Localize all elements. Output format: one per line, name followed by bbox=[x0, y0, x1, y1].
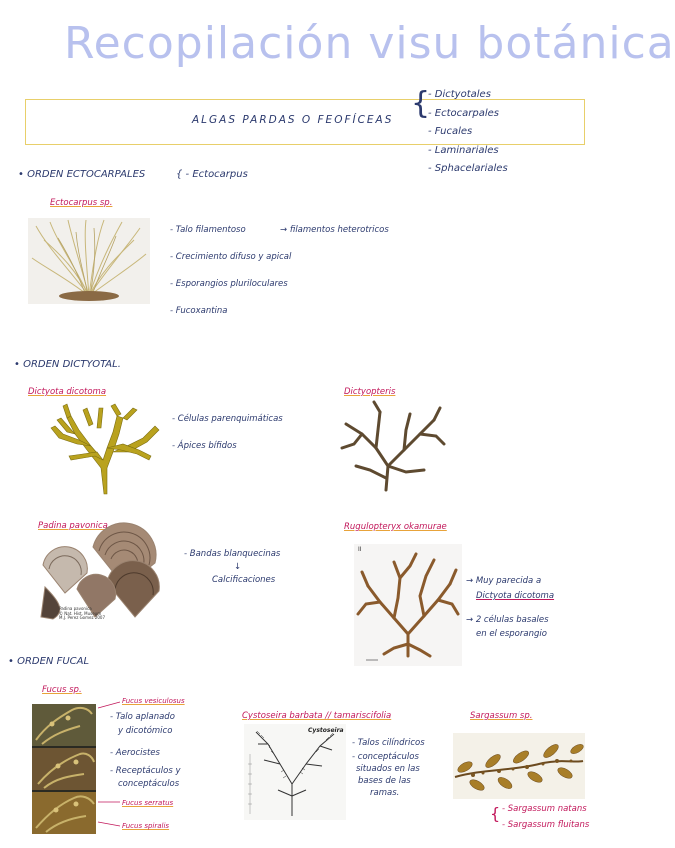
sargassum-photo bbox=[453, 733, 585, 799]
brace-icon: { bbox=[490, 804, 501, 823]
fucus-label: Fucus serratus bbox=[122, 799, 174, 807]
note: ramas. bbox=[370, 788, 400, 798]
note: - Células parenquimáticas bbox=[172, 414, 283, 424]
species-label: Cystoseira barbata // tamariscifolia bbox=[242, 711, 392, 721]
page-title: Recopilación visu botánica bbox=[64, 18, 675, 69]
note: - Ápices bífidos bbox=[172, 441, 237, 451]
caption-line: M.J. Perez Gomez 2007 bbox=[59, 615, 106, 620]
note: Dictyota dicotoma bbox=[476, 591, 555, 601]
note: bases de las bbox=[358, 776, 411, 786]
photo-caption bbox=[59, 607, 105, 621]
order-item: - Fucales bbox=[428, 126, 473, 137]
photo-label: Cystoseira bbox=[308, 727, 344, 734]
caption-line: © Nat. Hist. Museum bbox=[59, 610, 102, 616]
note: - conceptáculos bbox=[352, 752, 419, 762]
ectocarpus-photo bbox=[28, 218, 150, 304]
rugulopteryx-photo bbox=[354, 544, 462, 666]
note: - Receptáculos y bbox=[110, 766, 181, 776]
note: situados en las bbox=[356, 764, 420, 774]
note: en el esporangio bbox=[476, 629, 547, 639]
note: - Crecimiento difuso y apical bbox=[170, 252, 292, 262]
note: conceptáculos bbox=[118, 779, 180, 789]
species-label: Rugulopteryx okamurae bbox=[344, 522, 447, 532]
cystoseira-photo bbox=[244, 724, 346, 820]
order-item: - Ectocarpales bbox=[428, 107, 499, 119]
fucus-label: Fucus vesiculosus bbox=[122, 697, 185, 705]
orders-list bbox=[428, 86, 508, 179]
note: - Esporangios pluriloculares bbox=[170, 279, 288, 289]
note: - Talo filamentoso bbox=[170, 225, 246, 235]
brace-icon: { bbox=[411, 86, 431, 121]
caption-line: Padina pavonica bbox=[59, 606, 92, 611]
note: - Talo aplanado bbox=[110, 712, 175, 722]
dictyopteris-photo bbox=[336, 400, 448, 492]
section-genus: { - Ectocarpus bbox=[176, 169, 248, 180]
note: - Sargassum natans bbox=[502, 804, 587, 814]
fucus-label: Fucus spiralis bbox=[122, 822, 170, 830]
note: → Muy parecida a bbox=[466, 576, 542, 586]
down-arrow-icon: ↓ bbox=[234, 562, 242, 572]
section-heading: • ORDEN ECTOCARPALES bbox=[18, 169, 146, 180]
species-label: Dictyota dicotoma bbox=[28, 387, 107, 397]
species-label: Fucus sp. bbox=[42, 685, 82, 695]
species-label: Dictyopteris bbox=[344, 387, 396, 397]
section-heading: • ORDEN FUCAL bbox=[8, 656, 90, 667]
header-box-label: ALGAS PARDAS O FEOFÍCEAS bbox=[192, 114, 394, 126]
note: → 2 células basales bbox=[466, 615, 549, 625]
note: - Bandas blanquecinas bbox=[184, 549, 281, 559]
note: - Aerocistes bbox=[110, 748, 160, 758]
dictyota-photo bbox=[47, 398, 161, 496]
note: y dicotómico bbox=[118, 726, 173, 736]
note: - Fucoxantina bbox=[170, 306, 228, 316]
fucus-photo-strip bbox=[32, 704, 96, 834]
order-item: - Dictyotales bbox=[428, 89, 491, 100]
species-label: Sargassum sp. bbox=[470, 711, 533, 721]
section-heading: • ORDEN DICTYOTAL. bbox=[14, 359, 121, 370]
note: Calcificaciones bbox=[212, 575, 276, 585]
padina-photo bbox=[37, 537, 163, 623]
species-label: Padina pavonica bbox=[38, 521, 108, 531]
order-item: - Laminariales bbox=[428, 144, 499, 156]
note: - Talos cilíndricos bbox=[352, 738, 425, 748]
order-item: - Sphacelariales bbox=[428, 163, 508, 174]
photo-label: II bbox=[358, 546, 362, 553]
species-label: Ectocarpus sp. bbox=[50, 198, 113, 208]
note: - Sargassum fluitans bbox=[502, 820, 590, 830]
note: → filamentos heterotricos bbox=[280, 225, 389, 235]
